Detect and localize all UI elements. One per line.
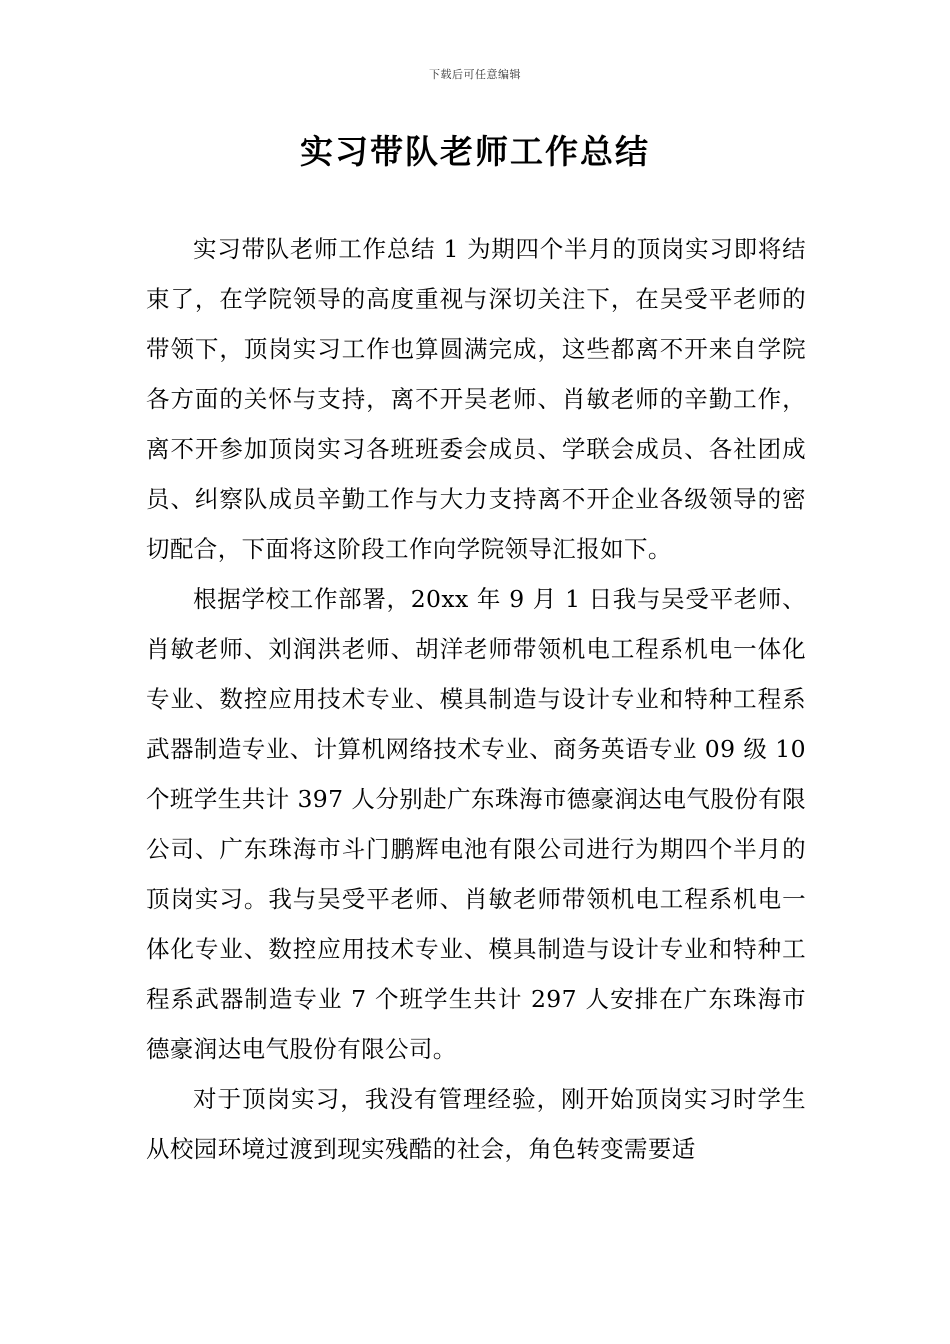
paragraph-1: 实习带队老师工作总结 1 为期四个半月的顶岗实习即将结束了，在学院领导的高度重视与深切关注下，在吴受平老师的带领下，顶岗实习工作也算圆满完成，这些都离不开来自学院各方面的关怀与支持，离不开吴老师、肖敏老师的辛勤工作，离不开参加顶岗实习各班班委会成员、学联会成员、各社团成员、纠察队成员辛勤工作与大力支持离不开企业各级领导的密切配合，下面将这阶段工作向学院领导汇报如下。 [146,235,806,563]
paragraph-3: 对于顶岗实习，我没有管理经验，刚开始顶岗实习时学生从校园环境过渡到现实残酷的社会，角色转变需要适 [146,1085,806,1163]
document-title: 实习带队老师工作总结 [300,132,650,171]
document-body [146,224,806,1174]
header-note: 下载后可任意编辑 [429,68,521,81]
paragraph-2: 根据学校工作部署，20xx 年 9 月 1 日我与吴受平老师、肖敏老师、刘润洪老师、胡洋老师带领机电工程系机电一体化专业、数控应用技术专业、模具制造与设计专业和特种工程系武器制造专业、计算机网络技术专业、商务英语专业 09 级 10 个班学生共计 397 人分别赴广东珠海市德豪润达电气股份有限公司、广东珠海市斗门鹏辉电池有限公司进行为期四个半月的顶岗实习。我与吴受平老师、肖敏老师带领机电工程系机电一体化专业、数控应用技术专业、模具制造与设计专业和特种工程系武器制造专业 7 个班学生共计 297 人安排在广东珠海市德豪润达电气股份有限公司。 [146,585,806,1063]
